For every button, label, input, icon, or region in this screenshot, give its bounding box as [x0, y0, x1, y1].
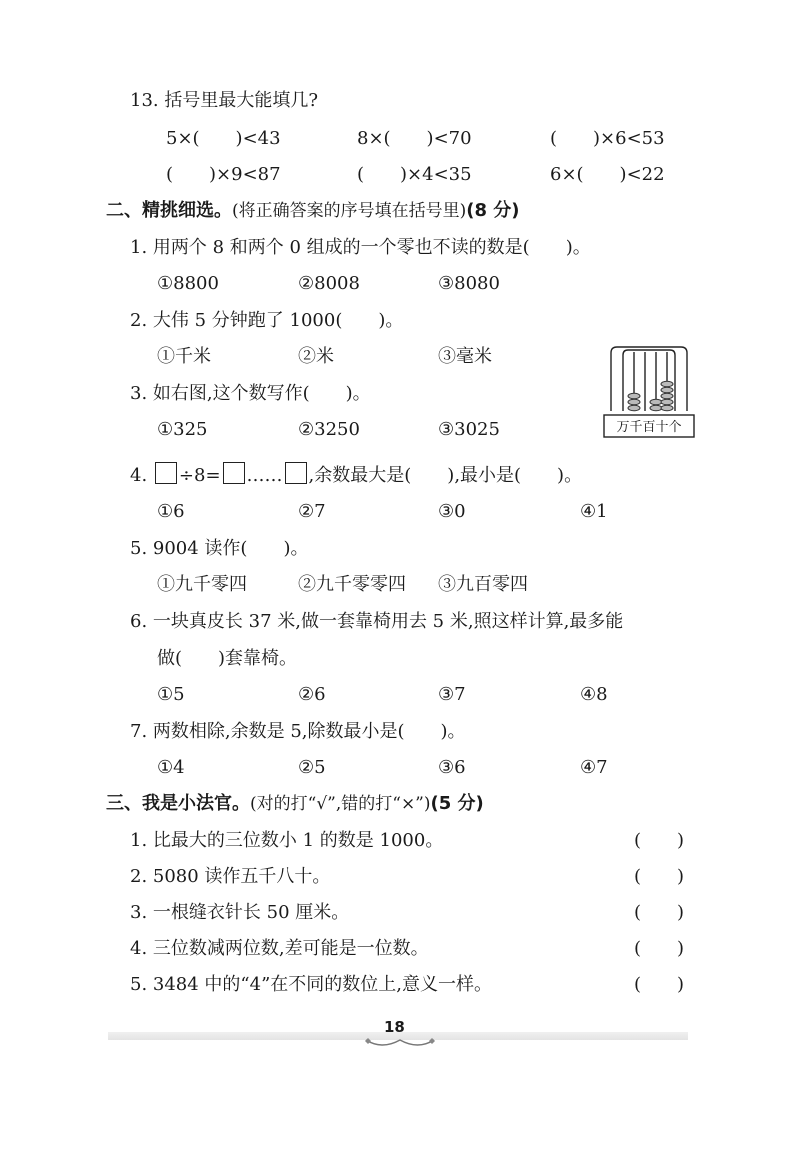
answer-paren[interactable]: ( ): [634, 902, 685, 923]
q13-item: ( )×4<35: [357, 164, 472, 185]
s2-q7-option: ②5: [298, 757, 326, 778]
s2-q5-option: ②九千零零四: [298, 574, 406, 595]
answer-paren[interactable]: ( ): [634, 830, 685, 851]
q4-question: ,余数最大是( ),最小是( )。: [308, 465, 583, 486]
section3-title: 三、我是小法官。: [106, 793, 250, 814]
abacus-bead: [628, 399, 640, 405]
abacus-bead: [628, 393, 640, 399]
abacus-label: 万千百十个: [616, 420, 682, 435]
answer-paren[interactable]: ( ): [634, 866, 685, 887]
abacus-bead: [661, 381, 673, 387]
abacus-bead: [661, 393, 673, 399]
q4-ellipsis: ……: [246, 465, 283, 486]
s2-q6-option: ③7: [438, 684, 466, 705]
s3-item: 2. 5080 读作五千八十。: [130, 866, 331, 887]
s2-q1-option: ③8080: [438, 273, 500, 294]
s2-q3-option: ②3250: [298, 419, 360, 440]
section3-heading: [106, 792, 484, 816]
s2-q1-option: ②8008: [298, 273, 360, 294]
s2-q6-text: 6. 一块真皮长 37 米,做一套靠椅用去 5 米,照这样计算,最多能: [130, 611, 624, 632]
s2-q4-text: [130, 462, 582, 488]
s2-q7-option: ①4: [157, 757, 185, 778]
answer-box[interactable]: [223, 462, 245, 484]
abacus-bead: [661, 399, 673, 405]
q13-item: 5×( )<43: [166, 128, 281, 149]
section2-score: (8 分): [466, 200, 520, 221]
s2-q2-text: 2. 大伟 5 分钟跑了 1000( )。: [130, 310, 404, 331]
section2-title: 二、精挑细选。: [106, 200, 232, 221]
abacus-bead: [661, 387, 673, 393]
abacus-bead: [650, 405, 662, 411]
s2-q2-option: ③毫米: [438, 346, 492, 367]
q4-divide: ÷8=: [178, 465, 221, 486]
q13-item: 8×( )<70: [357, 128, 472, 149]
q4-number: 4.: [130, 465, 148, 486]
abacus-bead: [628, 405, 640, 411]
q13-item: ( )×9<87: [166, 164, 281, 185]
section3-note: (对的打“√”,错的打“×”): [250, 794, 431, 814]
s2-q6-option: ①5: [157, 684, 185, 705]
s2-q5-option: ①九千零四: [157, 574, 247, 595]
s2-q7-option: ④7: [580, 757, 608, 778]
s2-q7-text: 7. 两数相除,余数是 5,除数最小是( )。: [130, 721, 466, 742]
s2-q2-option: ①千米: [157, 346, 211, 367]
s3-item: 4. 三位数减两位数,差可能是一位数。: [130, 938, 429, 959]
s2-q6-option: ②6: [298, 684, 326, 705]
abacus-bead: [661, 405, 673, 411]
s3-item: 1. 比最大的三位数小 1 的数是 1000。: [130, 830, 444, 851]
q13-item: ( )×6<53: [550, 128, 665, 149]
s2-q4-option: ④1: [580, 501, 608, 522]
s2-q5-text: 5. 9004 读作( )。: [130, 538, 309, 559]
q13-item: 6×( )<22: [550, 164, 665, 185]
s2-q5-option: ③九百零四: [438, 574, 528, 595]
answer-box[interactable]: [285, 462, 307, 484]
s2-q1-option: ①8800: [157, 273, 219, 294]
s2-q1-text: 1. 用两个 8 和两个 0 组成的一个零也不读的数是( )。: [130, 237, 591, 258]
section3-score: (5 分): [430, 793, 484, 814]
s2-q7-option: ③6: [438, 757, 466, 778]
section2-heading: [106, 199, 520, 223]
q13-title: 13. 括号里最大能填几?: [130, 90, 318, 111]
s2-q6-option: ④8: [580, 684, 608, 705]
abacus-bead: [650, 399, 662, 405]
s2-q2-option: ②米: [298, 346, 334, 367]
answer-paren[interactable]: ( ): [634, 938, 685, 959]
s2-q3-option: ①325: [157, 419, 208, 440]
s2-q3-text: 3. 如右图,这个数写作( )。: [130, 383, 371, 404]
s2-q6-text-cont: 做( )套靠椅。: [157, 648, 298, 669]
s2-q4-option: ②7: [298, 501, 326, 522]
s3-item: 5. 3484 中的“4”在不同的数位上,意义一样。: [130, 974, 493, 995]
answer-paren[interactable]: ( ): [634, 974, 685, 995]
s3-item: 3. 一根缝衣针长 50 厘米。: [130, 902, 350, 923]
page-number: 18: [384, 1018, 405, 1036]
section2-note: (将正确答案的序号填在括号里): [232, 201, 467, 221]
s2-q4-option: ③0: [438, 501, 466, 522]
answer-box[interactable]: [155, 462, 177, 484]
abacus-figure: [603, 345, 695, 439]
s2-q4-option: ①6: [157, 501, 185, 522]
s2-q3-option: ③3025: [438, 419, 500, 440]
